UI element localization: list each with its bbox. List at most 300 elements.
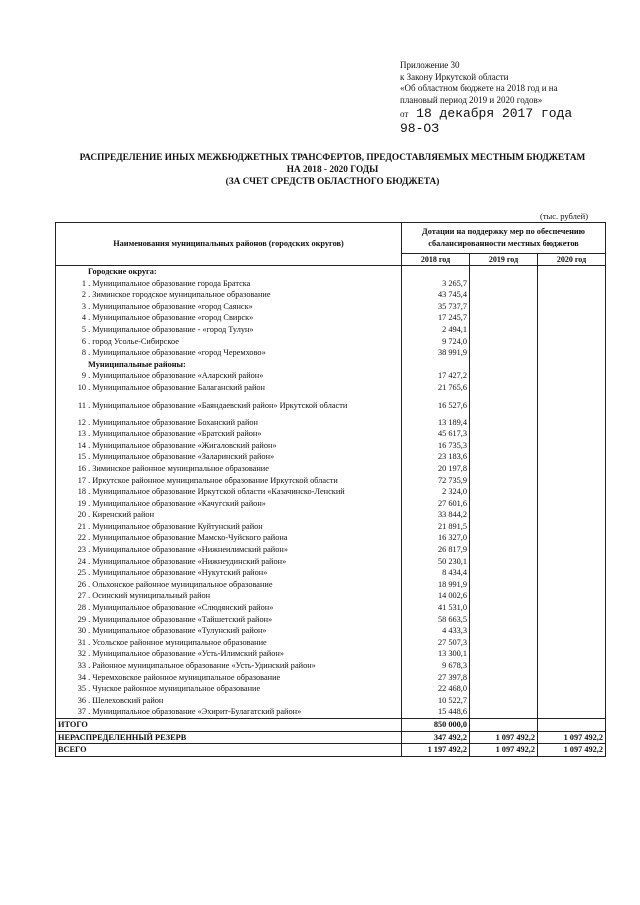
row-label: Усольское районное муниципальное образование xyxy=(92,637,267,647)
row-number: 34 xyxy=(77,672,86,682)
row-number: 24 xyxy=(77,556,86,566)
value-2020 xyxy=(538,347,606,359)
value-2018: 8 434,4 xyxy=(402,567,470,579)
date-prefix: от xyxy=(400,109,409,119)
table-row xyxy=(56,579,606,591)
table-row xyxy=(56,417,606,429)
title-line: РАСПРЕДЕЛЕНИЕ ИНЫХ МЕЖБЮДЖЕТНЫХ ТРАНСФЕРТОВ, ПРЕДОСТАВЛЯЕМЫХ МЕСТНЫМ БЮДЖЕТАМ xyxy=(79,153,586,163)
row-number: 25 xyxy=(77,568,86,578)
table-row xyxy=(56,625,606,637)
value-2019 xyxy=(470,370,538,382)
total-label: НЕРАСПРЕДЕЛЕННЫЙ РЕЗЕРВ xyxy=(56,731,402,744)
value-2019 xyxy=(470,347,538,359)
row-name xyxy=(56,486,402,498)
row-label: Зиминское городское муниципальное образование xyxy=(92,290,271,300)
transfers-table xyxy=(55,222,606,757)
table-row xyxy=(56,475,606,487)
law-number: 98-ОЗ xyxy=(400,121,440,136)
row-number-dot: . xyxy=(86,510,93,520)
appendix-block xyxy=(400,60,572,135)
row-label: Киренский район xyxy=(92,510,155,520)
total-2018: 850 000,0 xyxy=(402,718,470,731)
value-2020 xyxy=(538,590,606,602)
row-number: 33 xyxy=(77,661,86,670)
value-2019 xyxy=(470,486,538,498)
total-2020: 1 097 492,2 xyxy=(538,731,606,744)
value-2019 xyxy=(470,278,538,290)
value-2020 xyxy=(538,637,606,649)
row-number-dot: . xyxy=(86,579,93,589)
row-label: Ольхонское районное муниципальное образование xyxy=(92,579,273,589)
value-2018: 27 601,6 xyxy=(402,498,470,510)
appendix-line: плановый период 2019 и 2020 годов» xyxy=(400,94,543,105)
value-2018 xyxy=(402,359,470,371)
table-row xyxy=(56,394,606,417)
total-label: ВСЕГО xyxy=(56,744,402,757)
value-2019 xyxy=(470,475,538,487)
row-number: 16 xyxy=(77,463,86,473)
table-row xyxy=(56,312,606,324)
value-2019 xyxy=(470,463,538,475)
row-number: 20 xyxy=(77,510,86,520)
value-2018: 35 737,7 xyxy=(402,301,470,313)
row-name xyxy=(56,625,402,637)
value-2020 xyxy=(538,695,606,707)
row-number-dot: . xyxy=(86,568,93,578)
row-number-dot: . xyxy=(86,707,93,717)
row-label: Муниципальное образование «Братский район» xyxy=(92,429,262,439)
row-number: 32 xyxy=(77,649,86,659)
value-2018: 17 245,7 xyxy=(402,312,470,324)
row-number-dot: . xyxy=(86,463,93,473)
value-2020 xyxy=(538,301,606,313)
law-date xyxy=(400,107,572,121)
row-number: 22 xyxy=(77,533,86,543)
row-name xyxy=(56,567,402,579)
row-number-dot: . xyxy=(86,533,93,543)
value-2018: 20 197,8 xyxy=(402,463,470,475)
value-2020 xyxy=(538,556,606,568)
row-label: Муниципальное образование - «город Тулун» xyxy=(92,324,254,334)
row-number-dot: . xyxy=(86,278,93,288)
value-2019 xyxy=(470,672,538,684)
row-name xyxy=(56,648,402,660)
row-label: Осинский муниципальный район xyxy=(92,591,211,601)
value-2020 xyxy=(538,289,606,301)
row-number: 29 xyxy=(77,614,86,624)
row-label: Черемховское районное муниципальное образование xyxy=(92,672,281,682)
row-name xyxy=(56,532,402,544)
row-number: 2 xyxy=(81,290,86,300)
row-number-dot: . xyxy=(86,336,93,346)
value-2018: 10 522,7 xyxy=(402,695,470,707)
total-row xyxy=(56,731,606,744)
row-name xyxy=(56,602,402,614)
value-2020 xyxy=(538,324,606,336)
value-2018: 14 002,6 xyxy=(402,590,470,602)
row-name xyxy=(56,683,402,695)
table-row xyxy=(56,451,606,463)
row-label: Муниципальное образование «Жигаловский район» xyxy=(92,440,277,450)
row-name xyxy=(56,614,402,626)
table-row xyxy=(56,463,606,475)
row-number: 35 xyxy=(77,684,86,694)
value-2019 xyxy=(470,695,538,707)
value-2020 xyxy=(538,440,606,452)
row-name xyxy=(56,590,402,602)
value-2019 xyxy=(470,498,538,510)
value-2020 xyxy=(538,625,606,637)
row-number-dot: . xyxy=(86,348,93,358)
value-2018: 41 531,0 xyxy=(402,602,470,614)
row-label: город Усолье-Сибирское xyxy=(92,336,179,346)
value-2019 xyxy=(470,683,538,695)
row-name xyxy=(56,695,402,707)
value-2019 xyxy=(470,359,538,371)
table-row xyxy=(56,672,606,684)
row-number-dot: . xyxy=(86,637,93,647)
value-2020 xyxy=(538,602,606,614)
row-name xyxy=(56,301,402,313)
table-row xyxy=(56,567,606,579)
value-2020 xyxy=(538,417,606,429)
value-2019 xyxy=(470,451,538,463)
table-row xyxy=(56,637,606,649)
row-label: Муниципальное образование «город Саянск» xyxy=(92,301,253,311)
row-name xyxy=(56,556,402,568)
row-name xyxy=(56,706,402,718)
value-2018: 9 724,0 xyxy=(402,336,470,348)
value-2020 xyxy=(538,567,606,579)
row-name xyxy=(56,289,402,301)
row-number: 23 xyxy=(77,545,86,555)
value-2020 xyxy=(538,521,606,533)
total-2019 xyxy=(470,718,538,731)
row-name xyxy=(56,544,402,556)
row-number: 17 xyxy=(77,475,86,485)
row-label: Муниципальное образование «Тайшетский район» xyxy=(92,614,273,624)
row-label: Иркутское районное муниципальное образование Иркутской области xyxy=(92,475,338,485)
value-2018: 58 663,5 xyxy=(402,614,470,626)
page-title xyxy=(40,152,625,188)
row-number-dot: . xyxy=(86,429,93,439)
row-label: Чунское районное муниципальное образование xyxy=(92,684,261,694)
table-row xyxy=(56,382,606,394)
row-number: 6 xyxy=(81,336,86,346)
table-row xyxy=(56,614,606,626)
row-number-dot: . xyxy=(86,556,93,566)
value-2018: 43 745,4 xyxy=(402,289,470,301)
total-2020 xyxy=(538,718,606,731)
value-2019 xyxy=(470,648,538,660)
header-year-2019: 2019 год xyxy=(470,254,538,266)
row-label: Муниципальное образование «Нижнеудинский район» xyxy=(92,556,287,566)
value-2020 xyxy=(538,428,606,440)
row-label: Муниципальное образование Куйтунский район xyxy=(92,521,263,531)
value-2020 xyxy=(538,706,606,718)
table-row xyxy=(56,660,606,672)
table-row xyxy=(56,370,606,382)
row-label: Районное муниципальное образование «Усть-Удинский район» xyxy=(92,661,316,670)
value-2018: 17 427,2 xyxy=(402,370,470,382)
row-name xyxy=(56,579,402,591)
row-number: 30 xyxy=(77,626,86,636)
row-name xyxy=(56,475,402,487)
row-name xyxy=(56,521,402,533)
table-row xyxy=(56,289,606,301)
row-name xyxy=(56,347,402,359)
value-2018: 27 397,8 xyxy=(402,672,470,684)
title-line: (ЗА СЧЕТ СРЕДСТВ ОБЛАСТНОГО БЮДЖЕТА) xyxy=(225,177,440,187)
value-2018: 9 678,3 xyxy=(402,660,470,672)
table-row xyxy=(56,266,606,278)
row-number: 13 xyxy=(77,429,86,439)
row-number-dot: . xyxy=(86,313,93,323)
row-name xyxy=(56,660,402,672)
table-row xyxy=(56,336,606,348)
table-row xyxy=(56,301,606,313)
table-row xyxy=(56,590,606,602)
value-2020 xyxy=(538,370,606,382)
row-name xyxy=(56,324,402,336)
row-name xyxy=(56,463,402,475)
row-name xyxy=(56,451,402,463)
row-number: 11 xyxy=(78,400,86,410)
row-name xyxy=(56,498,402,510)
row-label: Муниципальное образование Мамско-Чуйского района xyxy=(92,533,288,543)
value-2020 xyxy=(538,382,606,394)
row-name xyxy=(56,440,402,452)
row-number: 26 xyxy=(77,579,86,589)
value-2019 xyxy=(470,521,538,533)
value-2019 xyxy=(470,602,538,614)
row-number: 10 xyxy=(77,382,86,392)
table-row xyxy=(56,440,606,452)
table-row xyxy=(56,359,606,371)
row-number: 18 xyxy=(77,487,86,497)
value-2018: 26 817,9 xyxy=(402,544,470,556)
value-2020 xyxy=(538,648,606,660)
value-2018: 21 765,6 xyxy=(402,382,470,394)
units-label: (тыс. рублей) xyxy=(540,211,589,221)
value-2020 xyxy=(538,660,606,672)
row-number-dot: . xyxy=(86,661,93,670)
table-body xyxy=(56,266,606,757)
total-2019: 1 097 492,2 xyxy=(470,744,538,757)
table-row xyxy=(56,324,606,336)
row-number: 37 xyxy=(77,707,86,717)
date-value: 18 декабря 2017 года xyxy=(416,106,573,121)
table-row xyxy=(56,602,606,614)
value-2019 xyxy=(470,567,538,579)
row-label: Муниципальное образование «Баяндаевский район» Иркутской области xyxy=(92,400,348,410)
header-group: Дотации на поддержку мер по обеспечению сбалансированности местных бюджетов xyxy=(402,223,606,254)
value-2020 xyxy=(538,394,606,417)
value-2018: 2 494,1 xyxy=(402,324,470,336)
row-name xyxy=(56,417,402,429)
row-number: 36 xyxy=(77,695,86,705)
table-row xyxy=(56,486,606,498)
value-2019 xyxy=(470,324,538,336)
row-name xyxy=(56,672,402,684)
row-number-dot: . xyxy=(86,684,93,694)
row-number-dot: . xyxy=(86,290,93,300)
value-2018: 16 327,0 xyxy=(402,532,470,544)
appendix-line: «Об областном бюджете на 2018 год и на xyxy=(400,83,558,93)
row-number-dot: . xyxy=(86,452,93,462)
row-name xyxy=(56,428,402,440)
table-row xyxy=(56,347,606,359)
row-number-dot: . xyxy=(86,301,93,311)
value-2020 xyxy=(538,359,606,371)
value-2019 xyxy=(470,660,538,672)
row-number: 5 xyxy=(81,324,86,334)
row-number: 4 xyxy=(81,313,86,323)
row-number: 14 xyxy=(77,440,86,450)
row-name xyxy=(56,370,402,382)
row-label: Муниципальное образование «Заларинский район» xyxy=(92,452,275,462)
row-number-dot: . xyxy=(86,545,93,555)
value-2019 xyxy=(470,625,538,637)
table-row xyxy=(56,648,606,660)
value-2020 xyxy=(538,498,606,510)
row-number-dot: . xyxy=(86,626,93,636)
row-number-dot: . xyxy=(86,487,93,497)
row-number-dot: . xyxy=(86,614,93,624)
value-2018: 16 527,6 xyxy=(402,394,470,417)
row-label: Муниципальное образование «Качугский район» xyxy=(92,498,266,508)
value-2018: 27 507,3 xyxy=(402,637,470,649)
value-2020 xyxy=(538,463,606,475)
value-2018: 15 448,6 xyxy=(402,706,470,718)
row-label: Муниципальное образование «Усть-Илимский район» xyxy=(92,649,284,659)
table-row xyxy=(56,428,606,440)
value-2019 xyxy=(470,509,538,521)
value-2020 xyxy=(538,544,606,556)
value-2018: 21 891,5 xyxy=(402,521,470,533)
row-label: Муниципальное образование Балаганский район xyxy=(92,382,265,392)
value-2018: 38 991,9 xyxy=(402,347,470,359)
value-2020 xyxy=(538,486,606,498)
value-2019 xyxy=(470,637,538,649)
row-number-dot: . xyxy=(86,603,93,613)
row-label: Муниципальное образование города Братска xyxy=(92,278,251,288)
value-2019 xyxy=(470,394,538,417)
table-row xyxy=(56,544,606,556)
total-2019: 1 097 492,2 xyxy=(470,731,538,744)
row-label: Муниципальное образование «Нижнеилимский район» xyxy=(92,545,288,555)
row-label: Муниципальное образование Боханский район xyxy=(92,417,258,427)
title-line: НА 2018 - 2020 ГОДЫ xyxy=(286,165,379,175)
value-2018 xyxy=(402,266,470,278)
value-2019 xyxy=(470,706,538,718)
value-2020 xyxy=(538,614,606,626)
row-label: Муниципальное образование «город Черемхово» xyxy=(92,348,266,358)
value-2019 xyxy=(470,590,538,602)
value-2018: 13 189,4 xyxy=(402,417,470,429)
value-2018: 22 468,0 xyxy=(402,683,470,695)
value-2019 xyxy=(470,382,538,394)
total-row xyxy=(56,718,606,731)
row-number-dot: . xyxy=(86,591,93,601)
table-row xyxy=(56,683,606,695)
value-2019 xyxy=(470,579,538,591)
value-2020 xyxy=(538,451,606,463)
row-number: 12 xyxy=(77,417,86,427)
row-label: Муниципальное образование Иркутской области «Казачинско-Ленский xyxy=(92,487,345,497)
value-2018: 23 183,6 xyxy=(402,451,470,463)
row-number: 8 xyxy=(81,348,86,358)
row-name xyxy=(56,336,402,348)
value-2018: 45 617,3 xyxy=(402,428,470,440)
row-number-dot: . xyxy=(86,400,93,410)
row-number: 19 xyxy=(77,498,86,508)
value-2019 xyxy=(470,544,538,556)
value-2020 xyxy=(538,336,606,348)
row-number-dot: . xyxy=(86,695,93,705)
row-number-dot: . xyxy=(86,382,93,392)
value-2019 xyxy=(470,336,538,348)
value-2019 xyxy=(470,428,538,440)
value-2020 xyxy=(538,475,606,487)
total-2018: 1 197 492,2 xyxy=(402,744,470,757)
value-2018: 33 844,2 xyxy=(402,509,470,521)
table-row xyxy=(56,695,606,707)
row-number-dot: . xyxy=(86,672,93,682)
row-name: Муниципальные районы: xyxy=(56,359,402,371)
row-number-dot: . xyxy=(86,498,93,508)
row-name xyxy=(56,382,402,394)
value-2019 xyxy=(470,417,538,429)
row-number: 27 xyxy=(77,591,86,601)
total-2020: 1 097 492,2 xyxy=(538,744,606,757)
table-row xyxy=(56,706,606,718)
value-2020 xyxy=(538,672,606,684)
value-2019 xyxy=(470,556,538,568)
value-2020 xyxy=(538,278,606,290)
row-name xyxy=(56,278,402,290)
row-label: Муниципальное образование «Аларский район» xyxy=(92,371,264,381)
row-number-dot: . xyxy=(86,440,93,450)
value-2020 xyxy=(538,509,606,521)
total-label: ИТОГО xyxy=(56,718,402,731)
row-number: 3 xyxy=(81,301,86,311)
value-2018: 72 735,9 xyxy=(402,475,470,487)
table-row xyxy=(56,521,606,533)
value-2019 xyxy=(470,614,538,626)
value-2018: 50 230,1 xyxy=(402,556,470,568)
header-year-2020: 2020 год xyxy=(538,254,606,266)
table-row xyxy=(56,498,606,510)
value-2020 xyxy=(538,579,606,591)
row-name xyxy=(56,509,402,521)
row-number: 21 xyxy=(77,521,86,531)
value-2020 xyxy=(538,312,606,324)
table-row xyxy=(56,278,606,290)
row-label: Шелеховский район xyxy=(92,695,164,705)
value-2018: 2 324,0 xyxy=(402,486,470,498)
row-number: 15 xyxy=(77,452,86,462)
total-row xyxy=(56,744,606,757)
value-2019 xyxy=(470,312,538,324)
table-row xyxy=(56,556,606,568)
table-row xyxy=(56,509,606,521)
row-label: Муниципальное образование «Слюдянский район» xyxy=(92,603,274,613)
header-name-column: Наименования муниципальных районов (городских округов) xyxy=(56,223,402,266)
row-label: Зиминское районное муниципальное образование xyxy=(92,463,269,473)
row-number: 1 xyxy=(81,278,86,288)
value-2018: 3 265,7 xyxy=(402,278,470,290)
